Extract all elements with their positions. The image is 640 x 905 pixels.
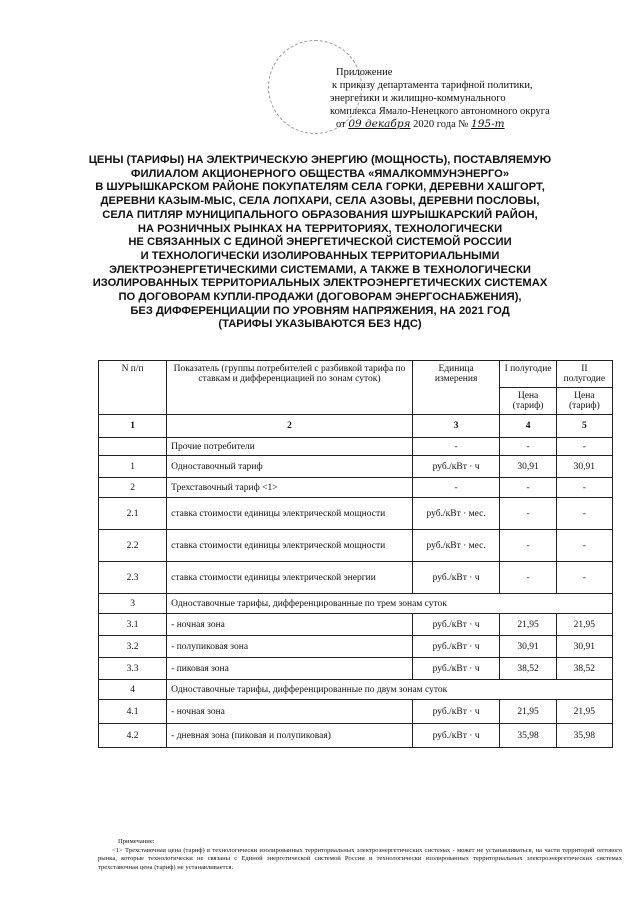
price-half-1: 30,91 <box>500 456 556 478</box>
row-label: ставка стоимости единицы электрической мощности <box>167 498 413 530</box>
row-number: 4 <box>99 680 167 700</box>
table-row <box>99 438 613 456</box>
table-header-row <box>99 361 613 388</box>
row-unit: руб./кВт · ч <box>412 562 500 594</box>
row-unit: руб./кВт · мес. <box>412 498 500 530</box>
appendix-line: к приказу департамента тарифной политики, <box>332 80 533 91</box>
row-label: ставка стоимости единицы электрической энергии <box>167 562 413 594</box>
row-number: 3.1 <box>99 614 167 636</box>
price-half-1: - <box>500 530 556 562</box>
date-prefix: от <box>336 119 346 130</box>
row-unit: - <box>412 478 500 498</box>
section-row <box>99 680 613 700</box>
row-unit: руб./кВт · ч <box>412 658 500 680</box>
column-numbering-row <box>99 415 613 438</box>
table-row <box>99 562 613 594</box>
row-number: 1 <box>99 456 167 478</box>
row-number: 3.2 <box>99 636 167 658</box>
title-line: ДЕРЕВНИ КАЗЫМ-МЫС, СЕЛА ЛОПХАРИ, СЕЛА АЗОВЫ, ДЕРЕВНИ ПОСЛОВЫ, <box>100 195 540 208</box>
row-unit: руб./кВт · ч <box>412 700 500 724</box>
row-number: 3.3 <box>99 658 167 680</box>
header-unit: Единица измерения <box>412 361 500 415</box>
document-title <box>10 154 630 332</box>
price-half-2: - <box>556 530 612 562</box>
table-row <box>99 658 613 680</box>
title-line: ПО ДОГОВОРАМ КУПЛИ-ПРОДАЖИ (ДОГОВОРАМ ЭНЕРГОСНАБЖЕНИЯ), <box>118 291 522 304</box>
row-label: - пиковая зона <box>167 658 413 680</box>
title-line: БЕЗ ДИФФЕРЕНЦИАЦИИ ПО УРОВНЯМ НАПРЯЖЕНИЯ, НА 2021 ГОД <box>130 304 510 317</box>
appendix-date-line <box>300 118 630 131</box>
title-line: ФИЛИАЛОМ АКЦИОНЕРНОГО ОБЩЕСТВА «ЯМАЛКОММУНЭНЕРГО» <box>130 167 510 180</box>
section-label: Одноставочные тарифы, дифференцированные по двум зонам суток <box>167 680 613 700</box>
column-number: 3 <box>412 415 500 438</box>
title-line: ЦЕНЫ (ТАРИФЫ) НА ЭЛЕКТРИЧЕСКУЮ ЭНЕРГИЮ (МОЩНОСТЬ), ПОСТАВЛЯЕМУЮ <box>88 154 552 166</box>
row-number: 3 <box>99 594 167 614</box>
header-price-1: Цена (тариф) <box>500 388 556 415</box>
row-number: 4.2 <box>99 724 167 748</box>
row-label: Прочие потребители <box>167 438 413 456</box>
date-year: 2020 года № <box>413 119 469 130</box>
handwritten-number: 195-т <box>471 118 505 130</box>
column-number: 2 <box>167 415 413 438</box>
price-half-2: 30,91 <box>556 636 612 658</box>
header-price-2: Цена (тариф) <box>556 388 612 415</box>
row-label: ставка стоимости единицы электрической мощности <box>167 530 413 562</box>
price-half-2: - <box>556 498 612 530</box>
appendix-line: Приложение <box>336 67 393 78</box>
note-title: Примечание: <box>118 838 155 845</box>
row-unit: - <box>412 438 500 456</box>
table-row <box>99 700 613 724</box>
row-number <box>99 438 167 456</box>
price-half-1: 38,52 <box>500 658 556 680</box>
appendix-line: энергетики и жилищно-коммунального <box>330 93 506 104</box>
title-line: И ТЕХНОЛОГИЧЕСКИ ИЗОЛИРОВАННЫХ ТЕРРИТОРИАЛЬНЫМИ <box>140 249 500 262</box>
price-half-2: 38,52 <box>556 658 612 680</box>
header-half-2: II полугодие <box>556 361 612 388</box>
table-row <box>99 636 613 658</box>
table-row <box>99 530 613 562</box>
row-unit: руб./кВт · ч <box>412 636 500 658</box>
row-unit: руб./кВт · мес. <box>412 530 500 562</box>
column-number: 5 <box>556 415 612 438</box>
row-label: - полупиковая зона <box>167 636 413 658</box>
appendix-block <box>300 66 630 131</box>
price-half-1: - <box>500 562 556 594</box>
title-line: В ШУРЫШКАРСКОМ РАЙОНЕ ПОКУПАТЕЛЯМ СЕЛА ГОРКИ, ДЕРЕВНИ ХАШГОРТ, <box>95 181 545 194</box>
title-line: ИЗОЛИРОВАННЫХ ТЕРРИТОРИАЛЬНЫХ ЭЛЕКТРОЭНЕРГЕТИЧЕСКИХ СИСТЕМАХ <box>92 277 548 290</box>
note-body: <1> Трехставочная цена (тариф) в технологически изолированных территориальных электроэнергетических системах - может не устанавливаться, на части территорий оптового рынка, которые технологически не связаны с Единой энергетической системой России и технологически изолированных территориальных электроэнергетических системах трехставочная цена (тариф) не устанавливается. <box>98 846 622 871</box>
table-row <box>99 498 613 530</box>
row-label: - ночная зона <box>167 614 413 636</box>
price-half-1: - <box>500 478 556 498</box>
price-half-2: - <box>556 562 612 594</box>
price-half-2: 21,95 <box>556 700 612 724</box>
title-line: ЭЛЕКТРОЭНЕРГЕТИЧЕСКИМИ СИСТЕМАМИ, А ТАКЖЕ В ТЕХНОЛОГИЧЕСКИ <box>109 263 531 276</box>
tariff-table <box>98 360 613 748</box>
price-half-1: 21,95 <box>500 614 556 636</box>
column-number: 1 <box>99 415 167 438</box>
row-unit: руб./кВт · ч <box>412 724 500 748</box>
price-half-2: 30,91 <box>556 456 612 478</box>
price-half-2: - <box>556 438 612 456</box>
column-number: 4 <box>500 415 556 438</box>
title-line: НА РОЗНИЧНЫХ РЫНКАХ НА ТЕРРИТОРИЯХ, ТЕХНОЛОГИЧЕСКИ <box>137 222 503 235</box>
row-unit: руб./кВт · ч <box>412 614 500 636</box>
header-half-1: I полугодие <box>500 361 556 388</box>
header-indicator: Показатель (группы потребителей с разбивкой тарифа по ставкам и дифференциацией по зонам суток) <box>167 361 413 415</box>
table-row <box>99 724 613 748</box>
title-line: (ТАРИФЫ УКАЗЫВАЮТСЯ БЕЗ НДС) <box>218 318 422 331</box>
price-half-1: 21,95 <box>500 700 556 724</box>
price-half-2: 21,95 <box>556 614 612 636</box>
row-number: 4.1 <box>99 700 167 724</box>
header-num: N п/п <box>99 361 167 415</box>
table-row <box>99 456 613 478</box>
title-line: НЕ СВЯЗАННЫХ С ЕДИНОЙ ЭНЕРГЕТИЧЕСКОЙ СИСТЕМОЙ РОССИИ <box>128 236 512 249</box>
row-number: 2.2 <box>99 530 167 562</box>
appendix-line: комплекса Ямало-Ненецкого автономного округа <box>330 106 550 117</box>
table-row <box>99 478 613 498</box>
footnote <box>98 838 622 872</box>
price-half-1: 30,91 <box>500 636 556 658</box>
price-half-1: - <box>500 498 556 530</box>
price-half-1: - <box>500 438 556 456</box>
price-half-1: 35,98 <box>500 724 556 748</box>
row-label: - ночная зона <box>167 700 413 724</box>
row-number: 2.3 <box>99 562 167 594</box>
row-number: 2.1 <box>99 498 167 530</box>
section-row <box>99 594 613 614</box>
section-label: Одноставочные тарифы, дифференцированные по трем зонам суток <box>167 594 613 614</box>
handwritten-date: 09 декабря <box>348 118 411 130</box>
row-unit: руб./кВт · ч <box>412 456 500 478</box>
row-number: 2 <box>99 478 167 498</box>
row-label: Трехставочный тариф <1> <box>167 478 413 498</box>
row-label: Одноставочный тариф <box>167 456 413 478</box>
price-half-2: 35,98 <box>556 724 612 748</box>
table-row <box>99 614 613 636</box>
title-line: СЕЛА ПИТЛЯР МУНИЦИПАЛЬНОГО ОБРАЗОВАНИЯ ШУРЫШКАРСКИЙ РАЙОН, <box>102 208 538 221</box>
row-label: - дневная зона (пиковая и полупиковая) <box>167 724 413 748</box>
price-half-2: - <box>556 478 612 498</box>
